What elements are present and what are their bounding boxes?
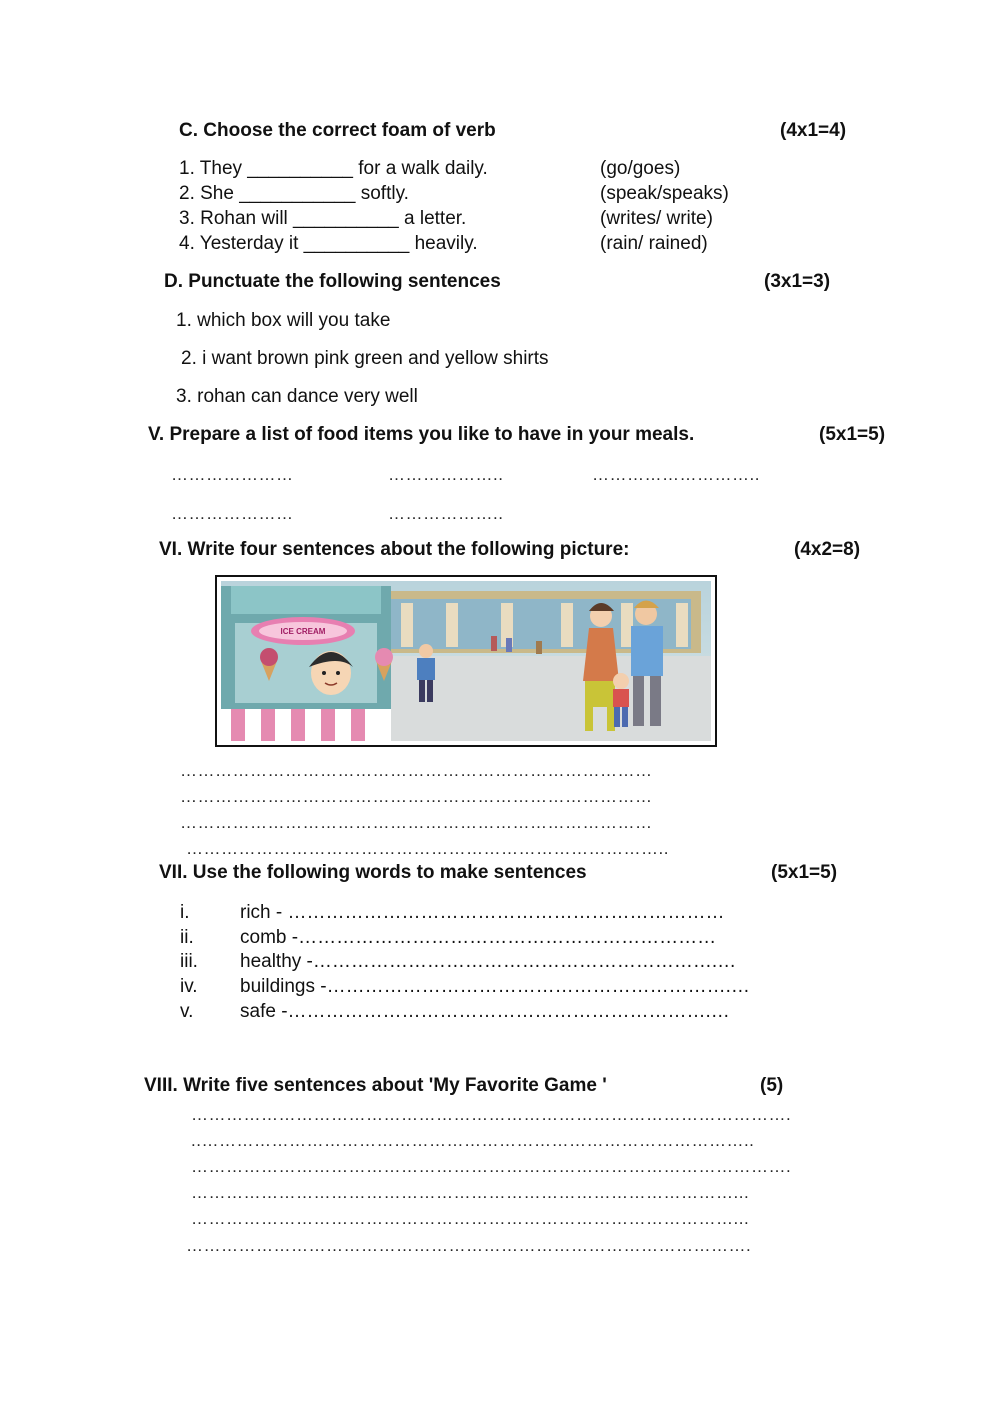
word-item[interactable]: healthy -……………………………………………………….… [240, 951, 737, 972]
picture-sentence-line[interactable]: ……………………………………………………………………… [180, 761, 653, 780]
ice-cream-picture [215, 575, 717, 747]
word-item-number: iii. [180, 951, 198, 972]
game-sentence-line[interactable]: …………………………………………………………………………………... [191, 1209, 750, 1228]
section-v-heading: V. Prepare a list of food items you like to have in your meals. [148, 424, 695, 445]
section-c-heading: C. Choose the correct foam of verb [179, 120, 496, 141]
section-d-heading: D. Punctuate the following sentences [164, 271, 501, 292]
ice-cream-scene-illustration [221, 581, 711, 741]
food-blank[interactable]: ………………… [171, 504, 294, 523]
game-sentence-line[interactable]: …………………………………………………………………………………... [191, 1183, 750, 1202]
verb-options: (rain/ rained) [600, 233, 708, 254]
section-vii-heading: VII. Use the following words to make sentences [159, 862, 587, 883]
section-vi-marks: (4x2=8) [794, 539, 861, 560]
picture-sentence-line[interactable]: ……………………………………………………………………… [180, 813, 653, 832]
word-item[interactable]: comb -………………………………………………………… [240, 927, 717, 948]
word-item[interactable]: buildings -……………………………………………………….… [240, 976, 750, 997]
food-blank[interactable]: ………………… [171, 465, 294, 484]
word-item[interactable]: safe -………………………………………………………….… [240, 1001, 730, 1022]
food-blank[interactable]: ……………….. [388, 465, 504, 484]
verb-question: 1. They __________ for a walk daily. [179, 158, 488, 179]
game-sentence-line[interactable]: …………………………………………………………………………………………. [191, 1157, 792, 1176]
verb-options: (writes/ write) [600, 208, 713, 229]
game-sentence-line[interactable]: ……………………………………………………………………………………. [186, 1236, 752, 1255]
verb-options: (go/goes) [600, 158, 681, 179]
word-item-number: i. [180, 902, 190, 923]
verb-question: 4. Yesterday it __________ heavily. [179, 233, 478, 254]
verb-options: (speak/speaks) [600, 183, 729, 204]
punctuate-item: 3. rohan can dance very well [176, 386, 418, 407]
game-sentence-line[interactable]: ..………………………………………………………………………………….. [191, 1131, 755, 1150]
game-sentence-line[interactable]: …………………………………………………………………………………………. [191, 1105, 792, 1124]
ice-cream-sign-text: ICE CREAM [280, 627, 326, 636]
word-item-number: v. [180, 1001, 194, 1022]
section-viii-marks: (5) [760, 1075, 784, 1096]
section-vii-marks: (5x1=5) [771, 862, 838, 883]
section-d-marks: (3x1=3) [764, 271, 831, 292]
word-item-number: iv. [180, 976, 198, 997]
punctuate-item: 2. i want brown pink green and yellow shirts [181, 348, 549, 369]
food-blank[interactable]: ……………….. [388, 504, 504, 523]
verb-question: 2. She ___________ softly. [179, 183, 409, 204]
food-blank[interactable]: ……………………….. [592, 465, 760, 484]
word-item[interactable]: rich - …………………………………………………………… [240, 902, 725, 923]
section-vi-heading: VI. Write four sentences about the following picture: [159, 539, 630, 560]
word-item-number: ii. [180, 927, 194, 948]
section-viii-heading: VIII. Write five sentences about 'My Favorite Game ' [144, 1075, 607, 1096]
picture-sentence-line[interactable]: ……………………………………………………………………….. [186, 839, 669, 858]
picture-sentence-line[interactable]: ……………………………………………………………………… [180, 787, 653, 806]
punctuate-item: 1. which box will you take [176, 310, 391, 331]
verb-question: 3. Rohan will __________ a letter. [179, 208, 467, 229]
section-c-marks: (4x1=4) [780, 120, 847, 141]
section-v-marks: (5x1=5) [819, 424, 886, 445]
